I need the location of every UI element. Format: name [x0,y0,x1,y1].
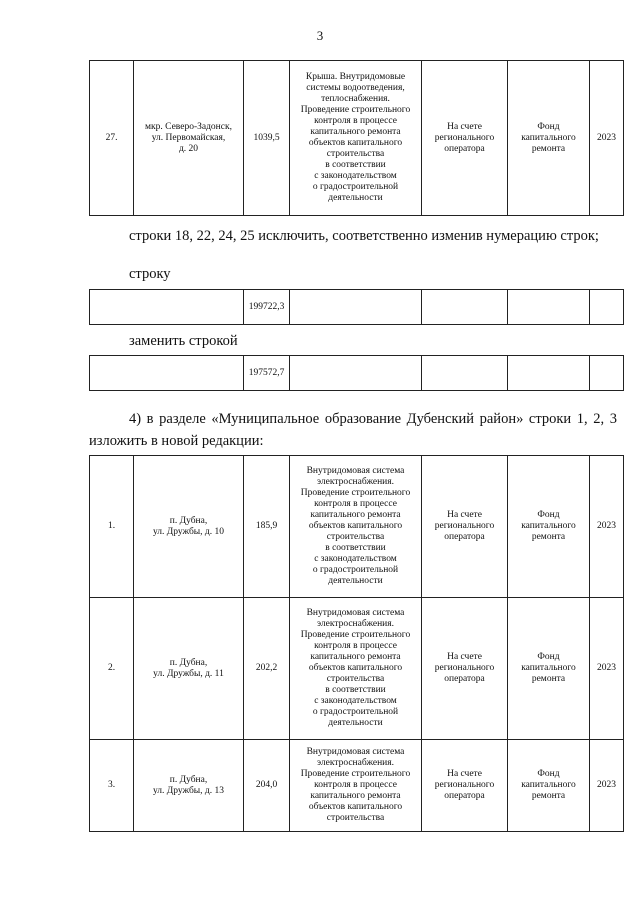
row-number: 2. [90,598,134,740]
old-row-value: 199722,3 [244,290,290,325]
row-address: мкр. Северо-Задонск, ул. Первомайская, д. 20 [134,61,244,216]
row-number: 27. [90,61,134,216]
row-address: п. Дубна, ул. Дружбы, д. 10 [134,456,244,598]
paragraph-section-4: 4) в разделе «Муниципальное образование Дубенский район» строки 1, 2, 3 изложить в новой редакции: [89,411,617,449]
row-fund: Фонд капитального ремонта [508,740,590,832]
row-works: Внутридомовая система электроснабжения. Проведение строительного контроля в процессе капитального ремонта объектов капитального строительства в соответствии с законодательством о градостроительной деятельности [290,598,422,740]
row-area: 185,9 [244,456,290,598]
paragraph-delete-rows: строки 18, 22, 24, 25 исключить, соответственно изменив нумерацию строк; [129,228,599,244]
new-row-value: 197572,7 [244,356,290,391]
row-area: 202,2 [244,598,290,740]
row-account: На счете регионального оператора [422,61,508,216]
row-year: 2023 [590,61,624,216]
table-row [90,456,624,598]
row-number: 1. [90,456,134,598]
old-row-table [89,289,624,325]
page-number: 3 [316,28,324,43]
row-works: Внутридомовая система электроснабжения. Проведение строительного контроля в процессе капитального ремонта объектов капитального строительства [290,740,422,832]
new-row-table [89,355,624,391]
row-year: 2023 [590,456,624,598]
table-row [90,356,624,391]
row-works: Крыша. Внутридомовые системы водоотведения, теплоснабжения. Проведение строительного контроля в процессе капитального ремонта объектов капитального строительства в соответствии с законодательством о градостроительной деятельности [290,61,422,216]
paragraph-replace-with: заменить строкой [129,333,238,349]
row-fund: Фонд капитального ремонта [508,456,590,598]
row-number: 3. [90,740,134,832]
row-address: п. Дубна, ул. Дружбы, д. 11 [134,598,244,740]
row-works: Внутридомовая система электроснабжения. Проведение строительного контроля в процессе капитального ремонта объектов капитального строительства в соответствии с законодательством о градостроительной деятельности [290,456,422,598]
bottom-table [89,455,624,832]
table-row [90,290,624,325]
table-row [90,740,624,832]
row-account: На счете регионального оператора [422,740,508,832]
table-row [90,61,624,216]
top-table [89,60,624,216]
table-row [90,598,624,740]
row-year: 2023 [590,598,624,740]
row-area: 204,0 [244,740,290,832]
row-area: 1039,5 [244,61,290,216]
row-account: На счете регионального оператора [422,456,508,598]
row-fund: Фонд капитального ремонта [508,598,590,740]
paragraph-row-label: строку [129,266,171,282]
row-account: На счете регионального оператора [422,598,508,740]
row-year: 2023 [590,740,624,832]
row-address: п. Дубна, ул. Дружбы, д. 13 [134,740,244,832]
row-fund: Фонд капитального ремонта [508,61,590,216]
